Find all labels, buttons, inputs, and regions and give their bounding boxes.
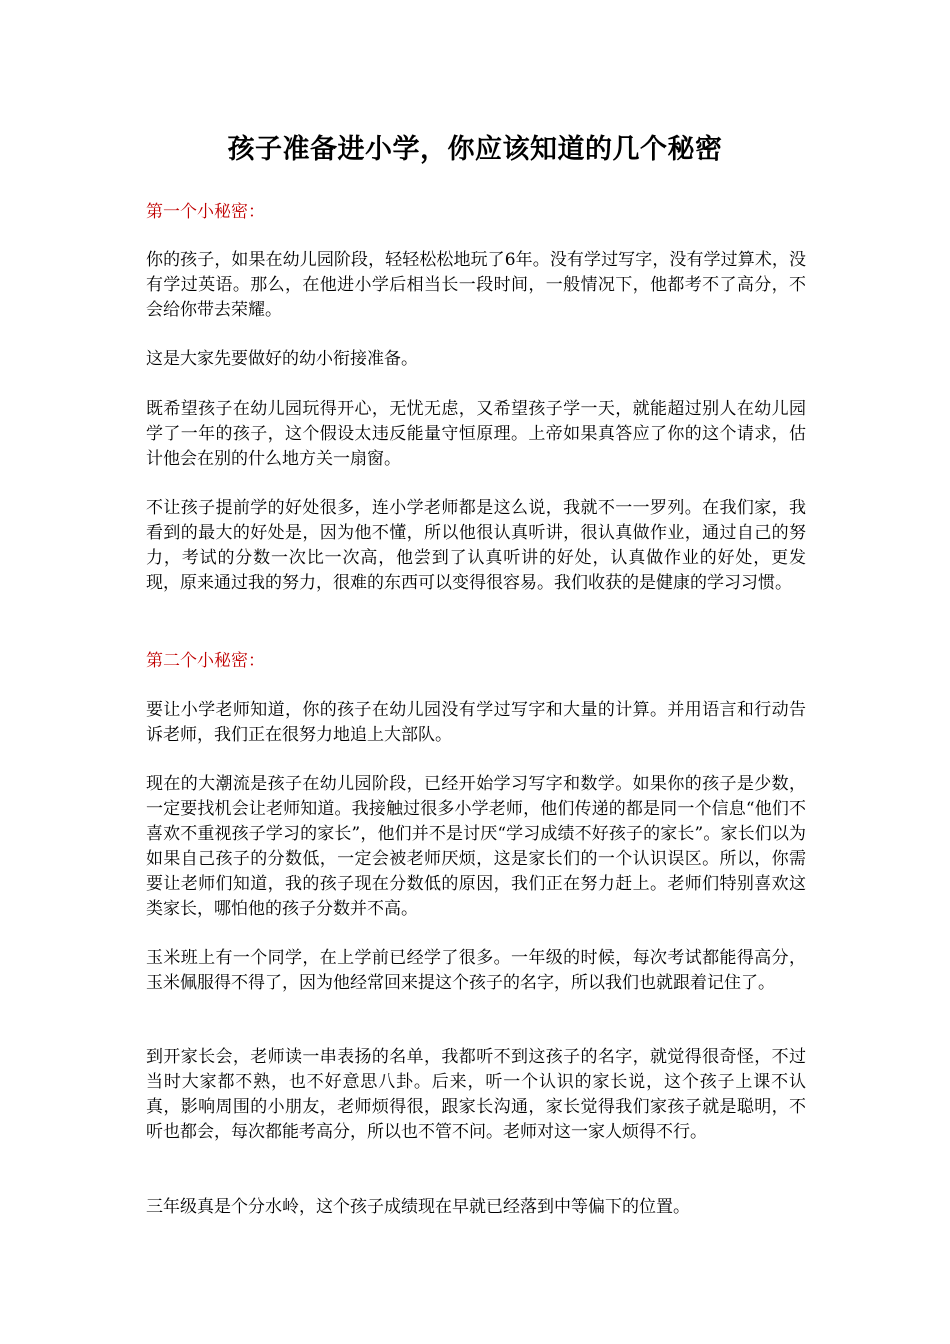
paragraph-8: 到开家长会，老师读一串表扬的名单，我都听不到这孩子的名字，就觉得很奇怪，不过当时大家都不熟，也不好意思八卦。后来，听一个认识的家长说，这个孩子上课不认真，影响周围的小朋友，老师烦得很，跟家长沟通，家长觉得我们家孩子就是聪明，不听也都会，每次都能考高分，所以也不管不问。老师对这一家人烦得不行。 xyxy=(146,1047,806,1142)
paragraph-3: 既希望孩子在幼儿园玩得开心，无忧无虑，又希望孩子学一天，就能超过别人在幼儿园学了一年的孩子，这个假设太违反能量守恒原理。上帝如果真答应了你的这个请求，估计他会在别的什么地方关一扇窗。 xyxy=(146,399,806,469)
section-heading-2: 第二个小秘密： xyxy=(146,651,265,671)
paragraph-5: 要让小学老师知道，你的孩子在幼儿园没有学过写字和大量的计算。并用语言和行动告诉老师，我们正在很努力地追上大部队。 xyxy=(146,700,806,745)
document-title: 孩子准备进小学，你应该知道的几个秘密 xyxy=(227,134,723,165)
paragraph-4: 不让孩子提前学的好处很多，连小学老师都是这么说，我就不一一罗列。在我们家，我看到的最大的好处是，因为他不懂，所以他很认真听讲，很认真做作业，通过自己的努力，考试的分数一次比一次高，他尝到了认真听讲的好处，认真做作业的好处，更发现，原来通过我的努力，很难的东西可以变得很容易。我们收获的是健康的学习习惯。 xyxy=(146,498,806,593)
paragraph-9: 三年级真是个分水岭，这个孩子成绩现在早就已经落到中等偏下的位置。 xyxy=(146,1197,690,1217)
paragraph-1: 你的孩子，如果在幼儿园阶段，轻轻松松地玩了6年。没有学过写字，没有学过算术，没有学过英语。那么，在他进小学后相当长一段时间，一般情况下，他都考不了高分，不会给你带去荣耀。 xyxy=(146,250,806,320)
paragraph-7: 玉米班上有一个同学，在上学前已经学了很多。一年级的时候，每次考试都能得高分，玉米佩服得不得了，因为他经常回来提这个孩子的名字，所以我们也就跟着记住了。 xyxy=(146,948,806,993)
section-heading-1: 第一个小秘密： xyxy=(146,202,265,222)
paragraph-2: 这是大家先要做好的幼小衔接准备。 xyxy=(146,349,418,369)
paragraph-6: 现在的大潮流是孩子在幼儿园阶段，已经开始学习写字和数学。如果你的孩子是少数，一定要找机会让老师知道。我接触过很多小学老师，他们传递的都是同一个信息“他们不喜欢不重视孩子学习的家长”，他们并不是讨厌“学习成绩不好孩子的家长”。家长们以为如果自己孩子的分数低，一定会被老师厌烦，这是家长们的一个认识误区。所以，你需要让老师们知道，我的孩子现在分数低的原因，我们正在努力赶上。老师们特别喜欢这类家长，哪怕他的孩子分数并不高。 xyxy=(146,774,806,919)
